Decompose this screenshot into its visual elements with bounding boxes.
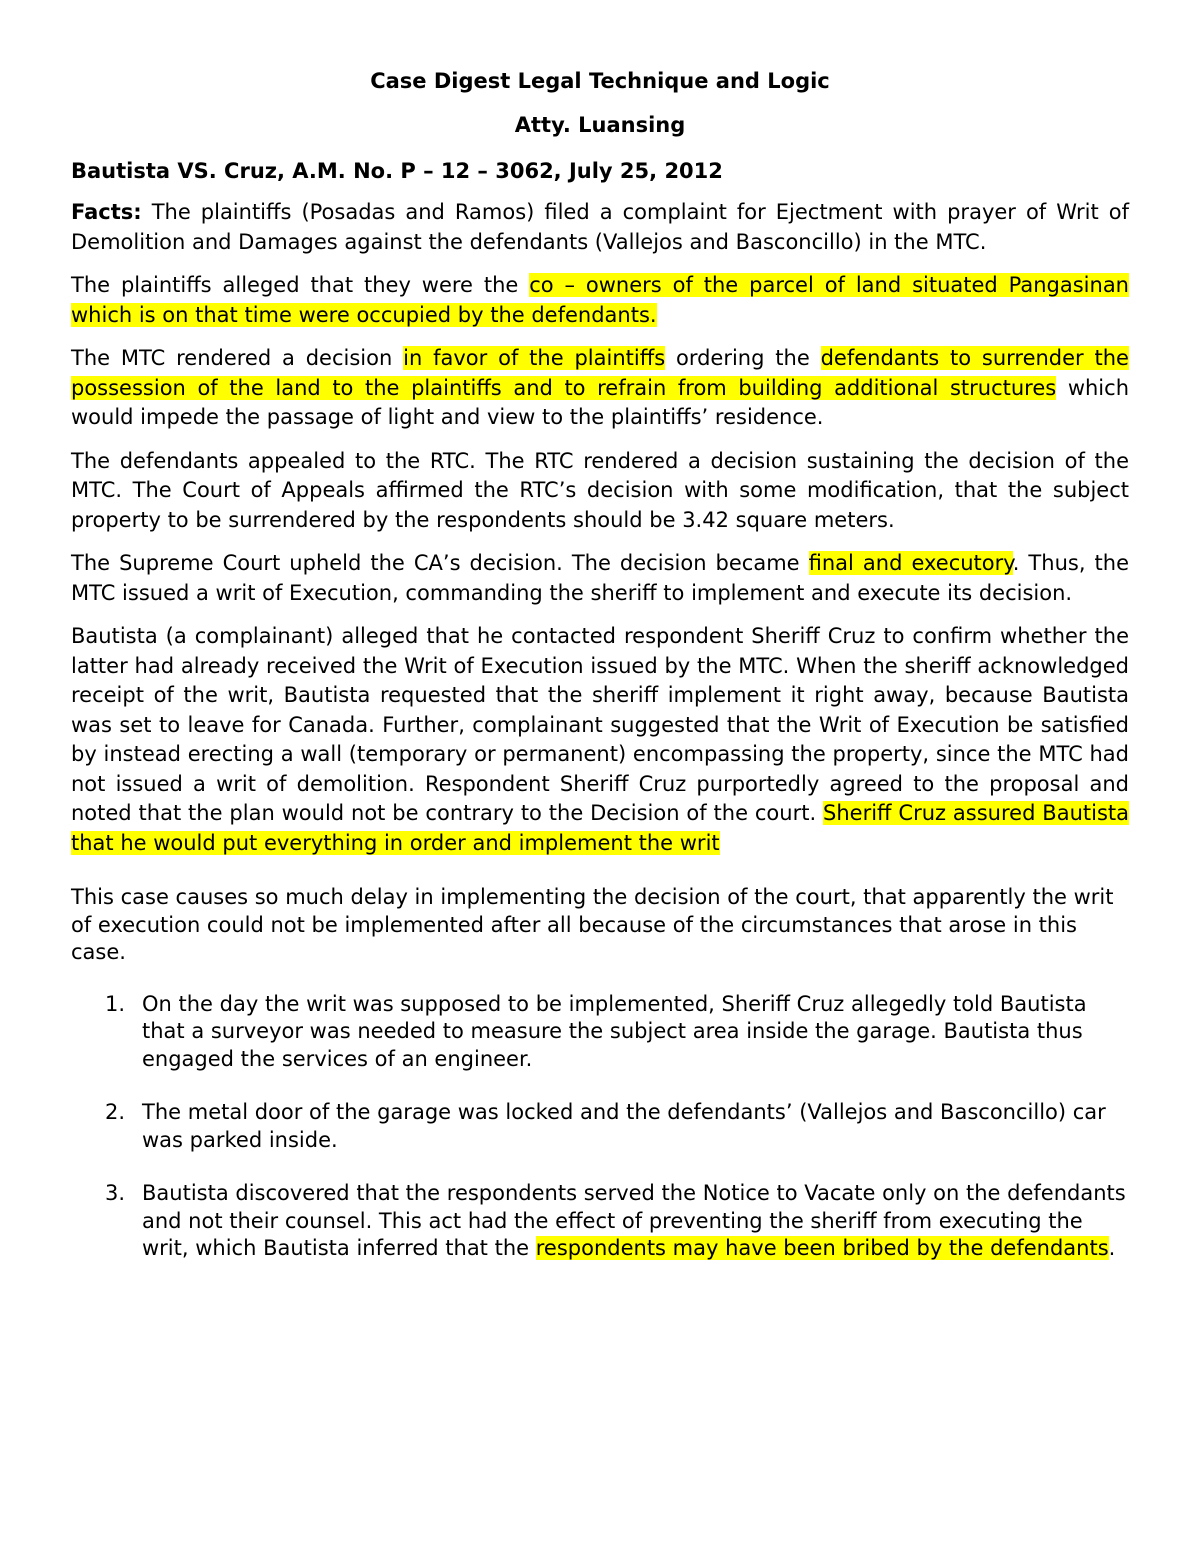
list-item-text: . (1108, 1236, 1116, 1260)
delay-paragraph: This case causes so much delay in implementing the decision of the court, that apparently the writ of execution could not be implemented after all because of the circumstances that arose in this case. (71, 885, 1114, 964)
text-segment: The Supreme Court upheld the CA’s decision. The decision became (71, 551, 809, 575)
list-item-text: The metal door of the garage was locked and the defendants’ (Vallejos and Basconcillo) car was parked inside. (142, 1100, 1106, 1152)
document-title: Case Digest Legal Technique and Logic (370, 69, 830, 93)
highlighted-text: final and executory (808, 551, 1013, 575)
instructor-name: Atty. Luansing (514, 113, 686, 137)
list-number: 3. (105, 1181, 126, 1205)
supreme-court-paragraph (71, 549, 1129, 608)
case-citation: Bautista VS. Cruz, A.M. No. P – 12 – 3062, July 25, 2012 (71, 159, 723, 183)
facts-paragraph (71, 198, 1129, 257)
highlighted-text: respondents may have been bribed by the defendants (535, 1236, 1109, 1260)
text-segment: The MTC rendered a decision (71, 346, 404, 370)
appeal-paragraph: The defendants appealed to the RTC. The RTC rendered a decision sustaining the decision of the MTC. The Court of Appeals affirmed the RTC’s decision with some modification, that the subject property to be surrendered by the respondents should be 3.42 square meters. (71, 448, 1129, 532)
list-item-text: Bautista discovered that the respondents served the Notice to Vacate only on the defendants and not their counsel. This act had the effect of preventing the sheriff from executing the writ, which Bautista inferred that the (142, 1181, 1126, 1260)
text-segment: The plaintiffs alleged that they were the (71, 273, 530, 297)
document-content (71, 66, 1129, 1289)
list-item (71, 991, 1129, 1074)
highlighted-text: in favor of the plaintiffs (403, 346, 666, 370)
list-item-text: On the day the writ was supposed to be implemented, Sheriff Cruz allegedly told Bautista that a surveyor was needed to measure the subject area inside the garage. Bautista thus engaged the services of an engineer. (142, 991, 1087, 1071)
list-number: 1. (105, 991, 126, 1016)
facts-label: Facts: (71, 200, 142, 224)
highlighted-text: defendants to surrender the possession of the land to the plaintiffs and to refrain from building additional structures (71, 346, 1129, 400)
highlighted-text: Sheriff Cruz assured Bautista that he would put everything in order and implement the writ (71, 801, 1129, 855)
circumstances-list (71, 991, 1129, 1263)
plaintiffs-allegation-paragraph (71, 271, 1129, 330)
list-number: 2. (105, 1100, 126, 1124)
text-segment: ordering the (665, 346, 821, 370)
mtc-decision-paragraph (71, 344, 1129, 433)
text-segment: . Thus, the MTC issued a writ of Execution, commanding the sheriff to implement and execute its decision. (71, 551, 1129, 605)
text-segment: which would impede the passage of light and view to the plaintiffs’ residence. (71, 375, 1129, 429)
list-item (71, 1180, 1129, 1263)
text-segment: Bautista (a complainant) alleged that he contacted respondent Sheriff Cruz to confirm whether the latter had already received the Writ of Execution issued by the MTC. When the sheriff acknowledged receipt of the writ, Bautista requested that the sheriff implement it right away, because Bautista was set to leave for Canada. Further, complainant suggested that the Writ of Execution be satisfied by instead erecting a wall (temporary or permanent) encompassing the property, since the MTC had not issued a writ of demolition. Respondent Sheriff Cruz purportedly agreed to the proposal and noted that the plan would not be contrary to the Decision of the court. (71, 624, 1129, 825)
highlighted-text: co – owners of the parcel of land situated Pangasinan which is on that time were occupied by the defendants. (71, 273, 1129, 327)
facts-text: The plaintiffs (Posadas and Ramos) filed a complaint for Ejectment with prayer of Writ of Demolition and Damages against the defendants (Vallejos and Basconcillo) in the MTC. (71, 200, 1129, 254)
list-item (71, 1099, 1129, 1154)
bautista-allegation-paragraph (71, 622, 1129, 858)
